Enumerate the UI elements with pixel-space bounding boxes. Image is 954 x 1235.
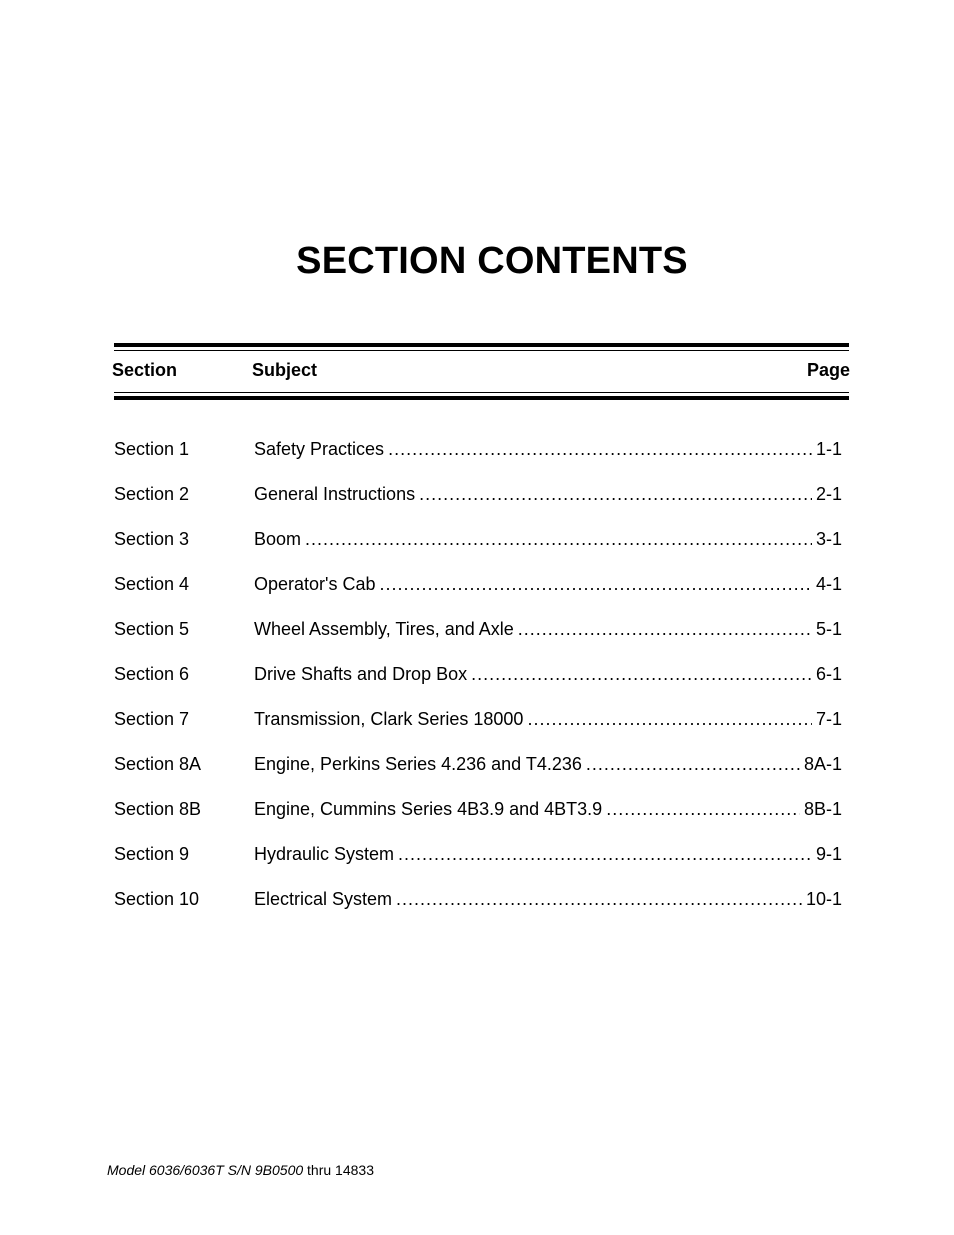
toc-dot-leader [380,573,812,595]
toc-section-number: Section 5 [114,619,190,639]
header-rule-top-thick [114,343,849,347]
toc-dot-leader [388,438,812,460]
toc-entry [254,438,842,460]
toc-section-number: Section 6 [114,664,190,684]
toc-page-number: 8B-1 [803,799,842,819]
toc-section-number: Section 2 [114,484,190,504]
toc-entry [254,528,842,550]
toc-dot-leader [398,843,812,865]
toc-section-number: Section 1 [114,439,190,459]
toc-page-number: 1-1 [815,439,842,459]
toc-row[interactable] [114,483,842,528]
toc-row[interactable] [114,663,842,708]
toc-subject: Hydraulic System [254,844,395,864]
toc-list [114,438,842,933]
toc-subject: Drive Shafts and Drop Box [254,664,468,684]
toc-dot-leader [305,528,812,550]
header-rule-bottom-thin [114,392,849,393]
footer-serial-range: thru 14833 [307,1162,374,1178]
toc-row[interactable] [114,438,842,483]
header-rule-bottom-thick [114,396,849,400]
toc-subject: Boom [254,529,302,549]
toc-row[interactable] [114,888,842,933]
toc-subject: Safety Practices [254,439,385,459]
toc-page-number: 8A-1 [803,754,842,774]
toc-dot-leader [527,708,812,730]
toc-section-number: Section 9 [114,844,190,864]
toc-dot-leader [419,483,812,505]
toc-page-number: 3-1 [815,529,842,549]
toc-section-number: Section 8B [114,799,202,819]
toc-row[interactable] [114,573,842,618]
toc-page-number: 2-1 [815,484,842,504]
page-title: SECTION CONTENTS [296,240,688,282]
toc-dot-leader [396,888,802,910]
toc-row[interactable] [114,528,842,573]
toc-subject: Transmission, Clark Series 18000 [254,709,524,729]
toc-page-number: 4-1 [815,574,842,594]
toc-page-number: 6-1 [815,664,842,684]
toc-subject: Engine, Perkins Series 4.236 and T4.236 [254,754,582,774]
toc-section-number: Section 7 [114,709,190,729]
toc-subject: Engine, Cummins Series 4B3.9 and 4BT3.9 [254,799,603,819]
toc-entry [254,483,842,505]
toc-dot-leader [586,753,800,775]
toc-page-number: 10-1 [805,889,842,909]
toc-section-number: Section 4 [114,574,190,594]
toc-subject: Electrical System [254,889,393,909]
column-header-page: Page [806,360,850,380]
column-header-subject: Subject [252,360,318,380]
toc-page-number: 7-1 [815,709,842,729]
toc-section-number: Section 10 [114,889,200,909]
toc-dot-leader [606,798,800,820]
toc-row[interactable] [114,753,842,798]
toc-row[interactable] [114,843,842,888]
toc-row[interactable] [114,618,842,663]
toc-entry [254,663,842,685]
toc-subject: Wheel Assembly, Tires, and Axle [254,619,514,639]
toc-row[interactable] [114,708,842,753]
table-header [112,360,850,382]
toc-entry [254,798,842,820]
column-header-section: Section [112,360,178,380]
header-rule-top-thin [114,350,849,351]
toc-entry [254,708,842,730]
toc-page-number: 5-1 [815,619,842,639]
toc-row[interactable] [114,798,842,843]
toc-entry [254,888,842,910]
toc-section-number: Section 8A [114,754,202,774]
toc-dot-leader [518,618,812,640]
toc-entry [254,753,842,775]
toc-entry [254,573,842,595]
page-footer [107,1162,374,1178]
toc-dot-leader [471,663,812,685]
toc-section-number: Section 3 [114,529,190,549]
footer-model: Model 6036/6036T S/N 9B0500 [107,1162,304,1178]
toc-subject: General Instructions [254,484,416,504]
toc-page-number: 9-1 [815,844,842,864]
toc-subject: Operator's Cab [254,574,376,594]
toc-entry [254,618,842,640]
toc-entry [254,843,842,865]
